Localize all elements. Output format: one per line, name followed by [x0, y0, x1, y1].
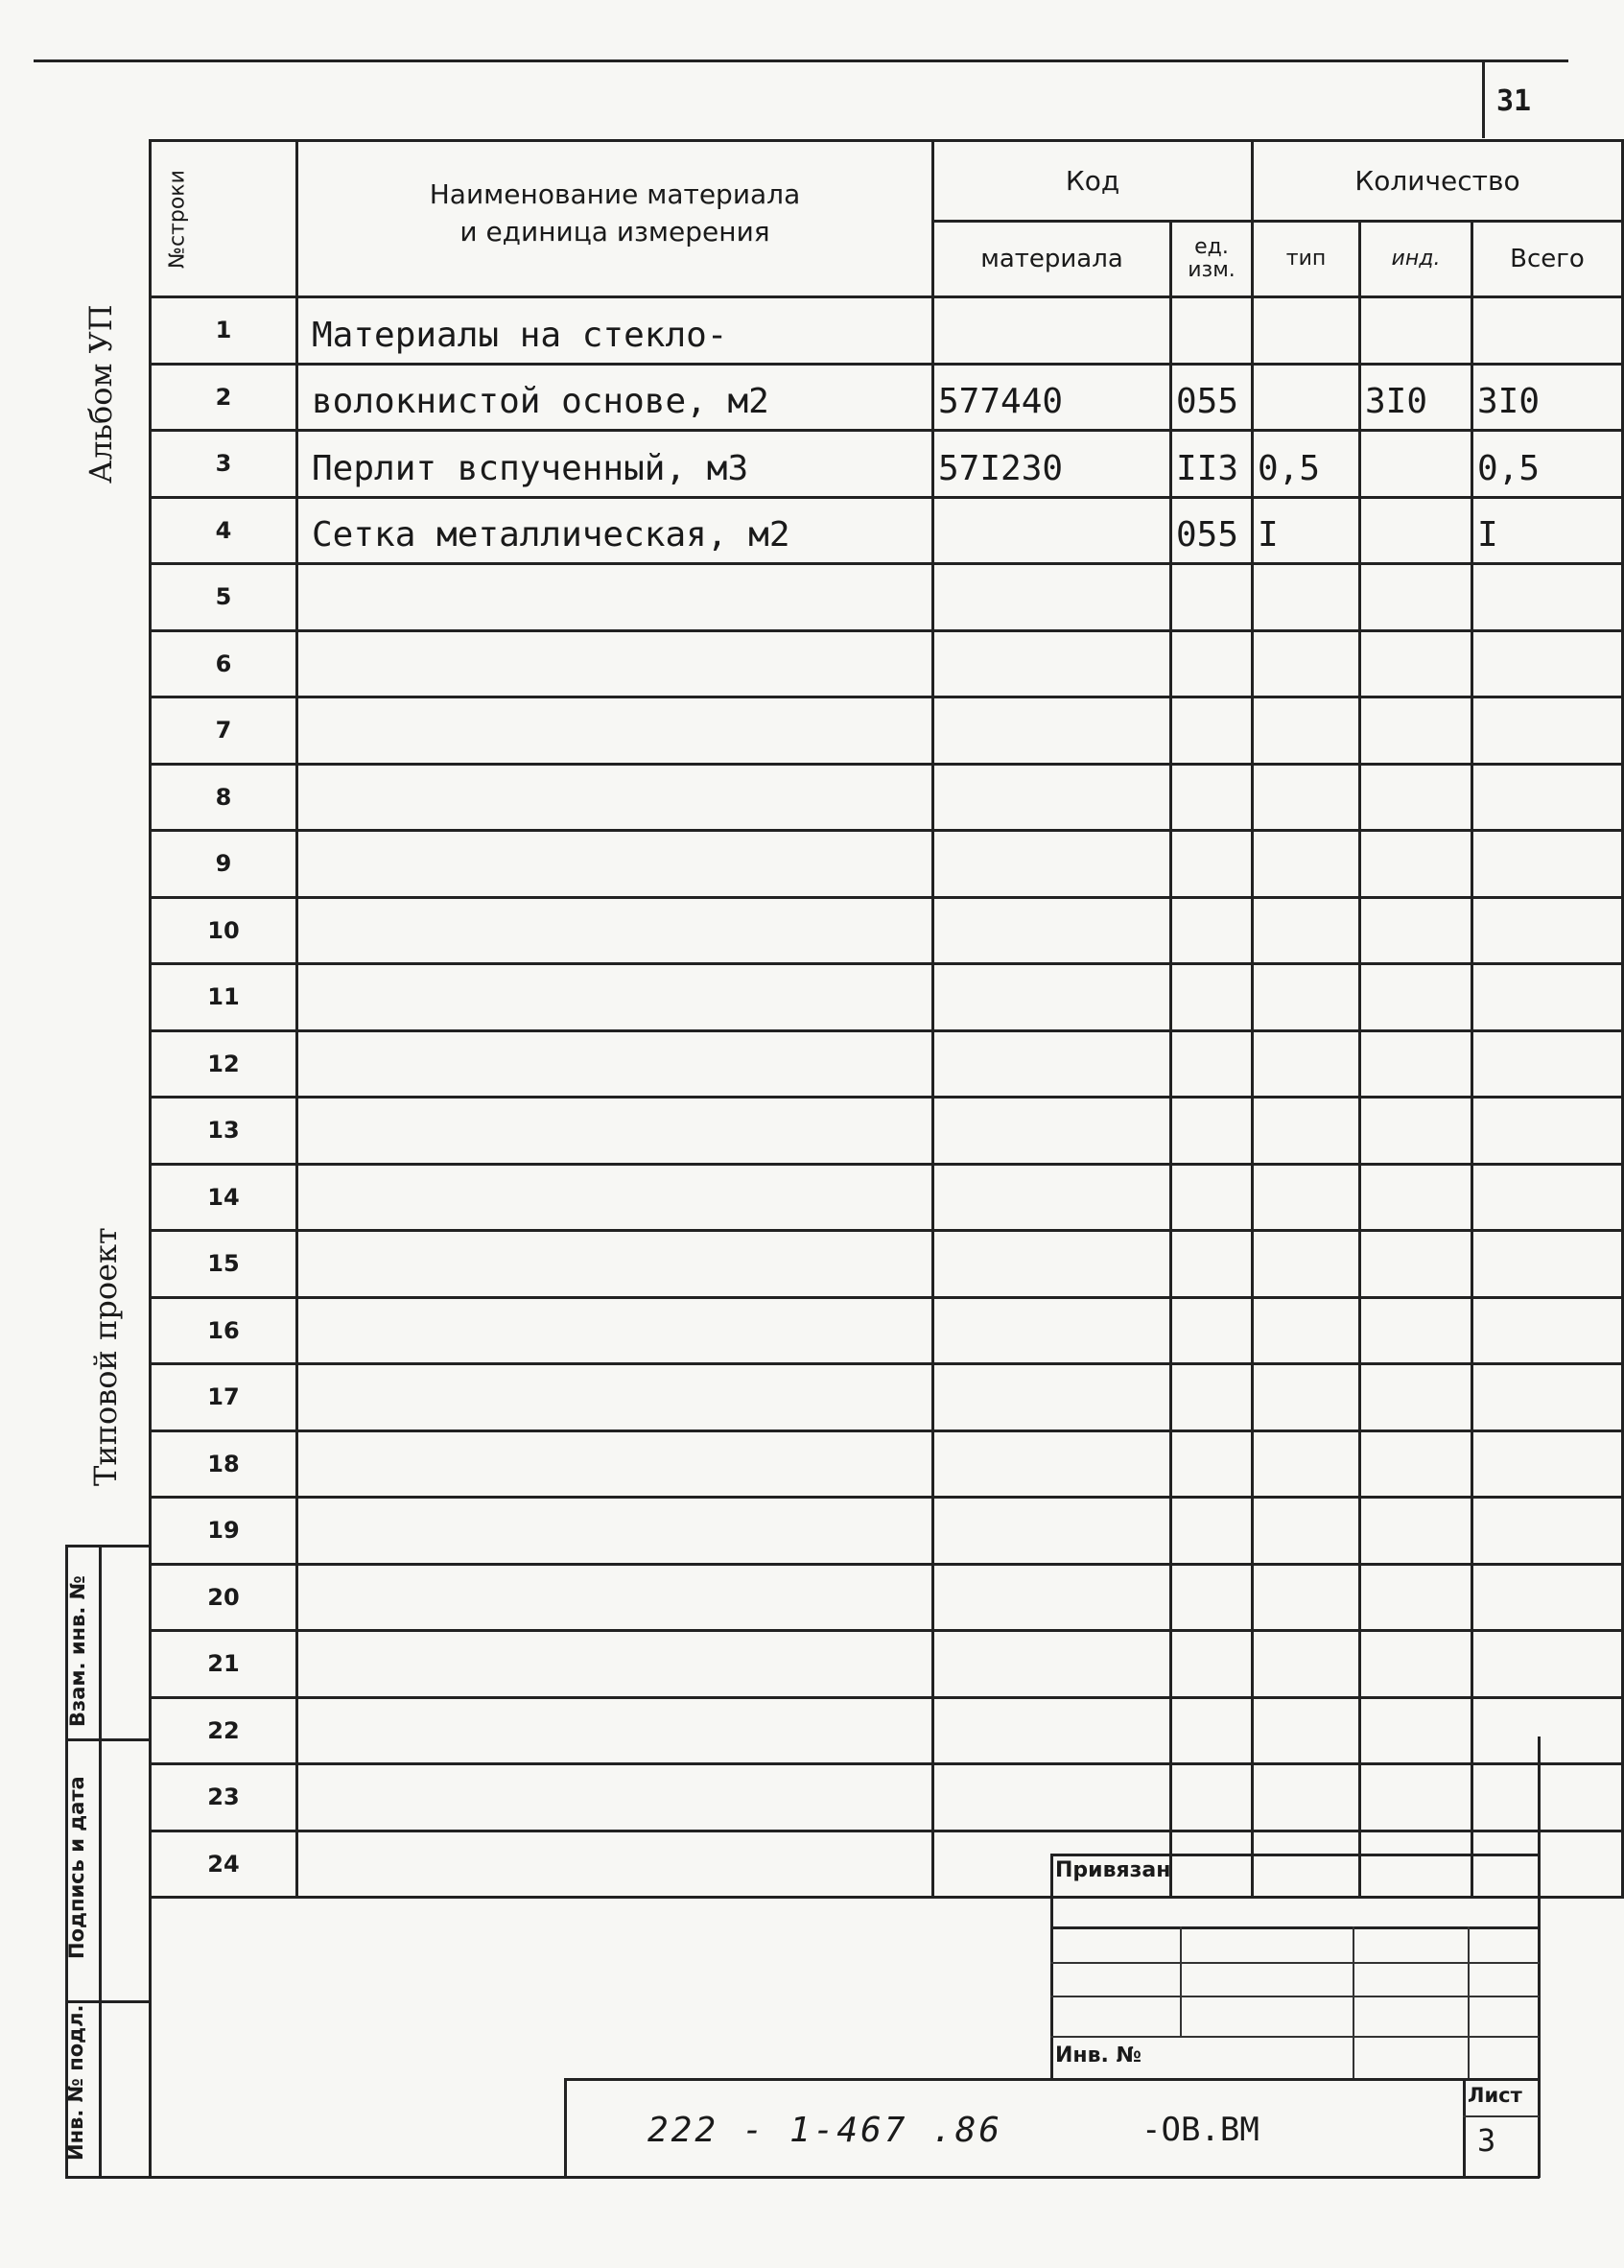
material-code-cell — [933, 1764, 1171, 1831]
qty-total-cell — [1472, 764, 1623, 831]
stamp-col-1 — [1180, 1926, 1182, 2036]
unit-code-cell: 055 — [1171, 497, 1253, 564]
material-code-cell — [933, 1297, 1171, 1364]
material-code-cell: 57I230 — [933, 431, 1171, 498]
qty-ind-cell — [1360, 831, 1472, 898]
qty-total-cell: 3I0 — [1472, 364, 1623, 431]
unit-code-cell — [1171, 1831, 1253, 1898]
material-name-cell: Перлит вспученный, м3 — [297, 431, 933, 498]
header-code: Код — [933, 141, 1253, 222]
qty-total-cell — [1472, 1564, 1623, 1631]
unit-code-cell — [1171, 1231, 1253, 1298]
material-code-cell: 577440 — [933, 364, 1171, 431]
material-code-cell — [933, 1697, 1171, 1764]
qty-ind-cell — [1360, 1231, 1472, 1298]
header-quantity: Количество — [1253, 141, 1623, 222]
qty-ind-cell — [1360, 697, 1472, 765]
table-row — [151, 1498, 1623, 1565]
replace-inv-label: Взам. инв. № — [66, 1575, 89, 1727]
row-number-cell: 2 — [151, 364, 297, 431]
album-label: Альбом УП — [82, 304, 119, 484]
unit-code-cell — [1171, 630, 1253, 697]
material-name-cell — [297, 564, 933, 631]
qty-ind-cell — [1360, 1697, 1472, 1764]
qty-type-cell — [1253, 697, 1360, 765]
qty-total-cell — [1472, 1297, 1623, 1364]
qty-ind-cell: 3I0 — [1360, 364, 1472, 431]
unit-code-cell — [1171, 1164, 1253, 1231]
qty-ind-cell — [1360, 964, 1472, 1031]
table-row — [151, 697, 1623, 765]
material-name-cell — [297, 1631, 933, 1698]
qty-type-cell — [1253, 297, 1360, 365]
qty-ind-cell — [1360, 1164, 1472, 1231]
row-number-cell: 24 — [151, 1831, 297, 1898]
qty-total-cell — [1472, 697, 1623, 765]
unit-code-cell — [1171, 964, 1253, 1031]
qty-type-cell — [1253, 964, 1360, 1031]
table-row — [151, 1098, 1623, 1165]
qty-total-cell — [1472, 897, 1623, 964]
qty-type-cell: I — [1253, 497, 1360, 564]
material-code-cell — [933, 630, 1171, 697]
qty-type-cell — [1253, 764, 1360, 831]
qty-ind-cell — [1360, 897, 1472, 964]
stamp-top-line — [1050, 1854, 1540, 1856]
material-name-cell — [297, 831, 933, 898]
qty-total-cell — [1472, 1364, 1623, 1431]
qty-ind-cell — [1360, 1297, 1472, 1364]
header-qty-type: тип — [1253, 221, 1360, 296]
material-name-cell — [297, 1764, 933, 1831]
table-row — [151, 1631, 1623, 1698]
unit-code-cell — [1171, 897, 1253, 964]
material-code-cell — [933, 1164, 1171, 1231]
material-code-cell — [933, 297, 1171, 365]
qty-type-cell — [1253, 1364, 1360, 1431]
qty-type-cell — [1253, 1631, 1360, 1698]
qty-type-cell — [1253, 564, 1360, 631]
table-row — [151, 297, 1623, 365]
qty-type-cell — [1253, 630, 1360, 697]
material-name-cell — [297, 1164, 933, 1231]
material-code-cell — [933, 1430, 1171, 1498]
unit-code-cell: 055 — [1171, 364, 1253, 431]
material-name-cell — [297, 964, 933, 1031]
qty-total-cell — [1472, 1764, 1623, 1831]
margin-box-divider-1 — [65, 1738, 150, 1741]
qty-ind-cell — [1360, 1030, 1472, 1098]
material-name-cell — [297, 1564, 933, 1631]
qty-type-cell — [1253, 1297, 1360, 1364]
row-number-cell: 18 — [151, 1430, 297, 1498]
material-name-cell — [297, 1231, 933, 1298]
unit-code-cell — [1171, 297, 1253, 365]
qty-total-cell — [1472, 1030, 1623, 1098]
doc-suffix: -ОВ.ВМ — [1142, 2111, 1259, 2149]
stamp-line-1 — [1050, 1926, 1540, 1929]
material-name-cell: Сетка металлическая, м2 — [297, 497, 933, 564]
row-number-cell: 16 — [151, 1297, 297, 1364]
qty-ind-cell — [1360, 1564, 1472, 1631]
material-name-cell — [297, 1098, 933, 1165]
row-number-cell: 8 — [151, 764, 297, 831]
row-number-cell: 9 — [151, 831, 297, 898]
stamp-line-3 — [1050, 1996, 1540, 1997]
inv-no-label: Инв. № — [1055, 2044, 1142, 2067]
material-code-cell — [933, 831, 1171, 898]
materials-table — [149, 139, 1624, 1899]
row-number-cell: 15 — [151, 1231, 297, 1298]
qty-total-cell — [1472, 1697, 1623, 1764]
row-number-cell: 14 — [151, 1164, 297, 1231]
qty-total-cell — [1472, 1164, 1623, 1231]
unit-code-cell — [1171, 1564, 1253, 1631]
row-number-cell: 3 — [151, 431, 297, 498]
row-number-cell: 11 — [151, 964, 297, 1031]
header-material-code: материала — [933, 221, 1171, 296]
margin-box-bottom — [65, 2176, 1540, 2179]
qty-total-cell — [1472, 297, 1623, 365]
qty-ind-cell — [1360, 431, 1472, 498]
material-name-cell: волокнистой основе, м2 — [297, 364, 933, 431]
top-border-line — [34, 59, 1568, 62]
header-name-line2: и единица измерения — [459, 216, 770, 248]
header-qty-ind: инд. — [1360, 221, 1472, 296]
sheet-number: 3 — [1477, 2122, 1496, 2159]
qty-total-cell: 0,5 — [1472, 431, 1623, 498]
material-name-cell — [297, 1498, 933, 1565]
row-number-cell: 19 — [151, 1498, 297, 1565]
qty-ind-cell — [1360, 1498, 1472, 1565]
material-code-cell — [933, 1498, 1171, 1565]
unit-code-cell — [1171, 1430, 1253, 1498]
qty-type-cell — [1253, 1697, 1360, 1764]
material-name-cell — [297, 1430, 933, 1498]
header-unit-line1: ед. — [1194, 234, 1229, 259]
qty-ind-cell — [1360, 764, 1472, 831]
unit-code-cell — [1171, 1631, 1253, 1698]
table-row — [151, 964, 1623, 1031]
page-number: 31 — [1496, 84, 1532, 118]
margin-line-mid — [99, 1545, 102, 2178]
qty-ind-cell — [1360, 564, 1472, 631]
qty-type-cell — [1253, 1164, 1360, 1231]
table-row — [151, 1564, 1623, 1631]
qty-total-cell — [1472, 564, 1623, 631]
material-code-cell — [933, 697, 1171, 765]
table-row — [151, 764, 1623, 831]
material-code-cell — [933, 1098, 1171, 1165]
bound-label: Привязан — [1055, 1858, 1171, 1882]
header-name-line1: Наименование материала — [429, 178, 801, 210]
table-row — [151, 630, 1623, 697]
unit-code-cell — [1171, 764, 1253, 831]
sheet-cell-left — [1463, 2078, 1466, 2178]
qty-ind-cell — [1360, 497, 1472, 564]
material-code-cell — [933, 897, 1171, 964]
stamp-line-2 — [1050, 1962, 1540, 1964]
material-name-cell — [297, 1364, 933, 1431]
unit-code-cell — [1171, 1030, 1253, 1098]
qty-type-cell — [1253, 1030, 1360, 1098]
table-row — [151, 364, 1623, 431]
sign-date-label: Подпись и дата — [65, 1776, 88, 1959]
qty-total-cell — [1472, 1631, 1623, 1698]
material-name-cell — [297, 1697, 933, 1764]
material-name-cell — [297, 764, 933, 831]
material-code-cell — [933, 497, 1171, 564]
qty-type-cell — [1253, 1231, 1360, 1298]
material-code-cell — [933, 564, 1171, 631]
material-code-cell — [933, 1364, 1171, 1431]
table-row — [151, 1764, 1623, 1831]
page-number-divider — [1482, 59, 1485, 138]
material-name-cell — [297, 1297, 933, 1364]
sheet-label: Лист — [1468, 2084, 1522, 2107]
table-row — [151, 897, 1623, 964]
row-number-cell: 17 — [151, 1364, 297, 1431]
margin-box-top — [65, 1545, 150, 1547]
material-name-cell — [297, 1831, 933, 1898]
table-row — [151, 1297, 1623, 1364]
header-unit — [1171, 221, 1253, 296]
material-name-cell — [297, 630, 933, 697]
material-code-cell — [933, 1030, 1171, 1098]
qty-type-cell — [1253, 1564, 1360, 1631]
material-code-cell — [933, 964, 1171, 1031]
table-row — [151, 1364, 1623, 1431]
table-row — [151, 1164, 1623, 1231]
stamp-col-3 — [1468, 1926, 1470, 2080]
row-number-cell: 7 — [151, 697, 297, 765]
row-number-cell: 4 — [151, 497, 297, 564]
qty-type-cell — [1253, 1831, 1360, 1898]
qty-ind-cell — [1360, 1831, 1472, 1898]
qty-ind-cell — [1360, 1764, 1472, 1831]
material-code-cell — [933, 1564, 1171, 1631]
table-row — [151, 1430, 1623, 1498]
row-number-cell: 20 — [151, 1564, 297, 1631]
stamp-col-2 — [1353, 1926, 1354, 2080]
table-row — [151, 1831, 1623, 1898]
table-row — [151, 564, 1623, 631]
qty-total-cell: I — [1472, 497, 1623, 564]
unit-code-cell — [1171, 1364, 1253, 1431]
row-number-cell: 5 — [151, 564, 297, 631]
material-name-cell: Материалы на стекло- — [297, 297, 933, 365]
material-code-cell — [933, 764, 1171, 831]
unit-code-cell — [1171, 564, 1253, 631]
row-number-cell: 1 — [151, 297, 297, 365]
row-number-cell: 12 — [151, 1030, 297, 1098]
qty-total-cell — [1472, 1831, 1623, 1898]
qty-total-cell — [1472, 1098, 1623, 1165]
qty-total-cell — [1472, 964, 1623, 1031]
qty-total-cell — [1472, 831, 1623, 898]
qty-type-cell: 0,5 — [1253, 431, 1360, 498]
unit-code-cell — [1171, 1297, 1253, 1364]
unit-code-cell — [1171, 697, 1253, 765]
table-row — [151, 1697, 1623, 1764]
table-row — [151, 431, 1623, 498]
qty-total-cell — [1472, 1498, 1623, 1565]
qty-total-cell — [1472, 1231, 1623, 1298]
qty-type-cell — [1253, 1430, 1360, 1498]
unit-code-cell: II3 — [1171, 431, 1253, 498]
header-row-number: №строки — [151, 141, 297, 297]
qty-total-cell — [1472, 1430, 1623, 1498]
qty-ind-cell — [1360, 1430, 1472, 1498]
header-qty-total: Всего — [1472, 221, 1623, 296]
header-unit-line2: изм. — [1188, 257, 1236, 282]
stamp-line-4 — [1050, 2036, 1540, 2038]
unit-code-cell — [1171, 1697, 1253, 1764]
table-row — [151, 831, 1623, 898]
row-number-cell: 6 — [151, 630, 297, 697]
qty-ind-cell — [1360, 630, 1472, 697]
material-name-cell — [297, 1030, 933, 1098]
material-code-cell — [933, 1631, 1171, 1698]
qty-type-cell — [1253, 831, 1360, 898]
row-number-cell: 10 — [151, 897, 297, 964]
table-row — [151, 497, 1623, 564]
qty-type-cell — [1253, 1498, 1360, 1565]
row-number-cell: 22 — [151, 1697, 297, 1764]
doc-block-left — [564, 2078, 567, 2178]
project-type-label: Типовой проект — [87, 1227, 124, 1486]
material-name-cell — [297, 697, 933, 765]
material-code-cell — [933, 1231, 1171, 1298]
doc-block-top — [564, 2078, 1540, 2081]
stamp-left-line — [1050, 1854, 1053, 2079]
qty-ind-cell — [1360, 1364, 1472, 1431]
qty-type-cell — [1253, 1098, 1360, 1165]
table-row — [151, 1231, 1623, 1298]
header-material-name — [297, 141, 933, 297]
row-number-cell: 21 — [151, 1631, 297, 1698]
row-number-cell: 23 — [151, 1764, 297, 1831]
qty-type-cell — [1253, 364, 1360, 431]
qty-ind-cell — [1360, 1098, 1472, 1165]
unit-code-cell — [1171, 1764, 1253, 1831]
material-name-cell — [297, 897, 933, 964]
qty-type-cell — [1253, 897, 1360, 964]
inv-orig-label: Инв. № подл. — [64, 2004, 87, 2161]
qty-total-cell — [1472, 630, 1623, 697]
doc-number: 222 - 1-467 .86 — [647, 2111, 1003, 2150]
unit-code-cell — [1171, 831, 1253, 898]
qty-ind-cell — [1360, 297, 1472, 365]
qty-ind-cell — [1360, 1631, 1472, 1698]
qty-type-cell — [1253, 1764, 1360, 1831]
unit-code-cell — [1171, 1098, 1253, 1165]
unit-code-cell — [1171, 1498, 1253, 1565]
margin-box-divider-2 — [65, 2000, 150, 2003]
sheet-cell-divider — [1463, 2115, 1540, 2117]
table-row — [151, 1030, 1623, 1098]
frame-right-line — [1538, 1736, 1541, 2178]
row-number-cell: 13 — [151, 1098, 297, 1165]
